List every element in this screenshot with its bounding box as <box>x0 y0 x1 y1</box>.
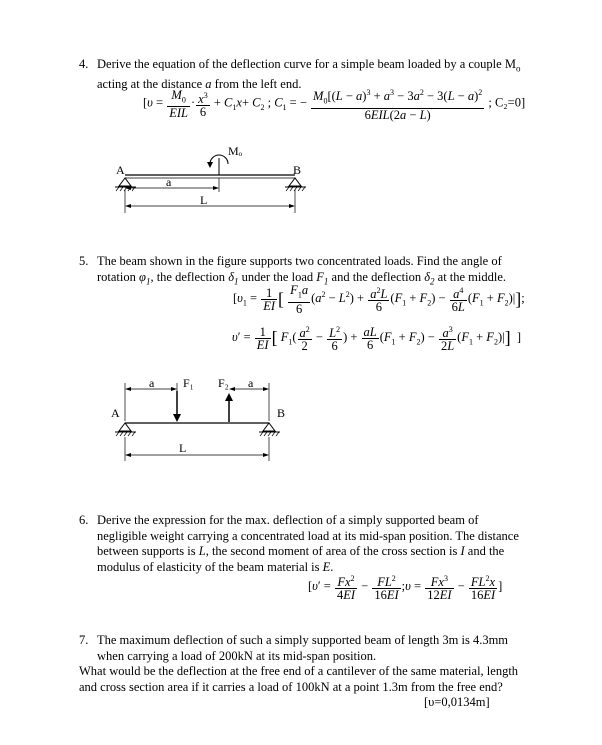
problem-5-line1: The beam shown in the figure supports two concentrated loads. Find the angle of <box>97 254 502 268</box>
problem-6-number: 6. <box>79 513 89 527</box>
support-a-label: A <box>116 163 125 177</box>
problem-5-answer-formula-1: [$\upsilon_1$ = $\frac{1}{EI}$ [ $\frac{F_1a}{6}$ $(a^2 - L^2)$ + $\frac{a^2L}{6}$ $(F_1 + F_2)$ − $\frac{a^4}{6L}$ $(F_1 + F_2)|$]; <box>233 283 525 316</box>
load-f1-label: F₁ <box>183 376 194 390</box>
problem-6-line1: Derive the expression for the max. deflection of a simply supported beam of <box>97 513 479 527</box>
problem-5-answer-formula-2: υ′ = $\frac{1}{EI}$ [ $F_1$( $\frac{a^2}{2}$ − $\frac{L^2}{6}$ ) + $\frac{aL}{6}$ $(F_1 + F_2)$ − $\frac{a^3}{2L}$ $(F_1 + F_2)|$] ] <box>232 324 522 354</box>
problem-4-var-a: a <box>205 77 212 91</box>
delta2-symbol: δ <box>424 269 431 284</box>
problem-5-text: The beam shown in the figure supports two concentrated loads. Find the angle of rotation $\varphi_1$, the deflection $\delta_1$ under the load $F_1$ and the deflection $\delta_2$ at the middle. <box>97 254 507 286</box>
problem-4-line2a: acting at the distance <box>97 77 206 91</box>
f1-symbol: F <box>316 269 324 284</box>
problem-6-answer-formula: [υ′ = $\frac{Fx^2}{4EI}$ − $\frac{FL^2}{16EI}$ ;υ = $\frac{Fx^3}{12EI}$ − $\frac{FL^2x}{16EI}$ ] <box>308 574 503 603</box>
problem-5-number: 5. <box>79 254 89 268</box>
problem-4-line1: Derive the equation of the deflection curve for a simple beam loaded by a couple M <box>97 57 516 71</box>
problem-7-number: 7. <box>79 633 89 647</box>
delta1-symbol: δ <box>228 269 234 284</box>
problem-4-line1-sub: o <box>515 63 521 74</box>
problem-7-line2: when carrying a load of 200kN at its mid-span position. <box>97 648 377 663</box>
pin-support-a <box>119 423 131 431</box>
support-b-label: B <box>293 163 302 177</box>
problem-5-figure <box>105 375 295 465</box>
problem-4-answer-close: ; C₂=0] <box>488 95 526 110</box>
problem-6-line2: negligible weight carrying a concentrated load at its mid-span position. The distance <box>97 528 519 543</box>
dimension-l-label: L <box>200 193 208 207</box>
problem-4-line2b: from the left end. <box>211 77 302 91</box>
load-f2-label: F₂ <box>218 376 229 390</box>
problem-7-line3: What would be the deflection at the free end of a cantilever of the same material, length <box>79 664 519 678</box>
pin-support-b <box>263 423 275 431</box>
problem-4-number: 4. <box>79 57 89 71</box>
problem-4-answer-formula: [υ = $\frac{M_0}{\text{EIL}}$ · $\frac{x^3}{6}$ + $C_1x+ C_2$ ; $C_1$ = − $\frac{M_0[(L - a)^3 + a^3 - 3a^2 - 3(L - a)^2}{\text{6EIL(2a − L)}}$ ; C₂=0] <box>143 87 526 122</box>
pin-support-a <box>119 178 131 186</box>
support-b-label: B <box>277 406 286 420</box>
pin-support-b <box>289 178 301 186</box>
dimension-a-right-label: a <box>248 376 254 390</box>
dimension-l-label: L <box>179 441 187 455</box>
problem-4-figure <box>100 140 330 215</box>
dimension-a-label: a <box>166 175 172 189</box>
support-a-label: A <box>111 406 120 420</box>
moment-label: Mₒ <box>228 144 243 158</box>
problem-7-answer: [υ=0,0134m] <box>424 695 490 709</box>
phi-symbol: φ <box>139 269 146 284</box>
problem-6-text: Derive the expression for the max. deflection of a simply supported beam of negligible weight carrying a concentrated load at its mid-span position. The distance between supports is L, the second moment of area of the cross section is I and the modulus of elasticity of the beam material is E. <box>97 513 519 574</box>
problem-7-line4: and cross section area if it carries a load of 100kN at a point 1.3m from the free end? <box>79 679 503 694</box>
dimension-a-left-label: a <box>149 376 155 390</box>
problem-7-line1: The maximum deflection of such a simply supported beam of length 3m is 4.3mm <box>97 633 509 647</box>
